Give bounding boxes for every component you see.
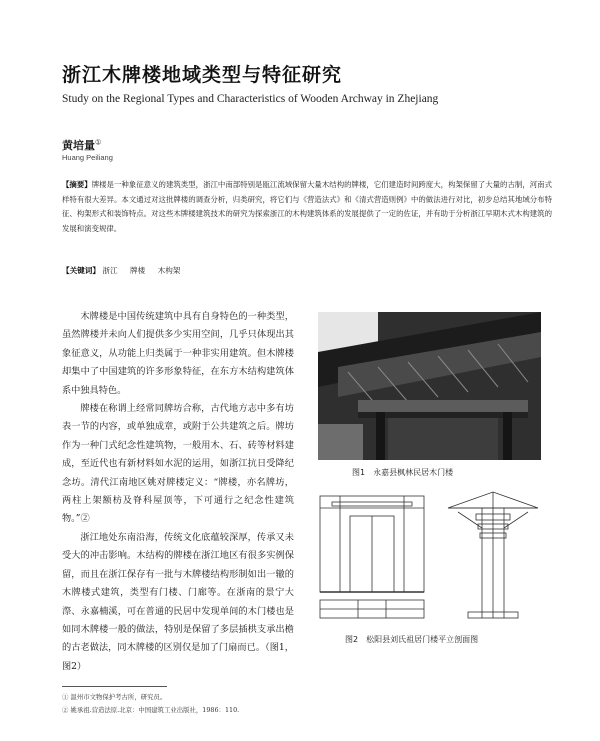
page-title: 浙江木牌楼地域类型与特征研究	[62, 64, 343, 86]
figure-2-caption: 图2 松阳县刘氏祖居门楼平立剖面图	[345, 635, 479, 644]
keyword-item: 浙江	[102, 266, 118, 275]
abstract	[62, 178, 552, 236]
figure-1-photo	[318, 312, 541, 460]
footnote-1: ① 温州市文物保护考古所，研究员。	[62, 693, 167, 701]
gate-photo-illustration	[318, 312, 541, 460]
author-footnote-mark: ①	[95, 138, 102, 147]
keyword-item: 牌楼	[130, 266, 146, 275]
footnote-divider	[62, 686, 167, 687]
author-name	[62, 137, 101, 153]
keywords-label: 【关键词】	[62, 266, 100, 275]
gate-elevation-drawing	[318, 488, 541, 622]
abstract-text: 牌楼是一种象征意义的建筑类型，浙江中南部特别是瓯江流域保留大量木结构的牌楼，它们建造时间跨度大，构架保留了大量的古制，河南式样特有很大差异。本文通过对这批牌楼的调查分析，归类研究，将它们与《营造法式》和《清式营造则例》中的做法进行对比，初步总结其地域分布特征、构架形式和装饰特点。对这些木牌楼建筑技术的研究为探索浙江的木构建筑体系的发展提供了一定的佐证，并有助于分析浙江早期木式木构建筑的发展和演变规律。	[62, 180, 552, 233]
author-name-zh: 黄培量	[62, 139, 95, 152]
footnotes	[62, 692, 362, 718]
keyword-list	[102, 266, 190, 275]
keywords	[62, 265, 552, 276]
body-paragraph-2: 牌楼在称谓上经常同牌坊合称，古代地方志中多有坊表一节的内容，或单独成章，或附于公共建筑之后。牌坊作为一种门式纪念性建筑物，一般用木、石、砖等材料建成，至近代也有新材料如水泥的运用，如浙江抗日受降纪念坊。清代江南地区姚对牌楼定义：“牌楼，亦名牌坊，两柱上架额枋及脊科屋顶等，下可通行之纪念性建筑物。”②	[62, 403, 294, 525]
body-text	[62, 308, 294, 676]
abstract-label: 【摘要】	[62, 180, 92, 189]
body-paragraph-1: 木牌楼是中国传统建筑中具有自身特色的一种类型，虽然牌楼并未向人们提供多少实用空间，几乎只体现出其象征意义，从功能上归类属于一种非实用建筑。但木牌楼却集中了中国建筑的许多形象特征，在东方木结构建筑体系中独具特色。	[62, 311, 294, 396]
author-name-en: Huang Peiliang	[62, 153, 113, 162]
figure-1-caption: 图1 永嘉县枫林民居木门楼	[352, 468, 454, 477]
body-paragraph-3: 浙江地处东南沿海，传统文化底蕴较深厚，传承又未受大的冲击影响。木结构的牌楼在浙江地区有很多实例保留，而且在浙江保存有一批与木牌楼结构形制如出一辙的木牌楼式建筑，类型有门楼、门廊等。在浙南的景宁大漈、永嘉楠溪，可在普通的民居中发现单间的木门楼也是如同木牌楼一般的做法，特别是保留了多层插栱支承出檐的古老做法，同木牌楼的区别仅是加了门扇而已。（图1，图2）	[62, 531, 294, 672]
keyword-item: 木构架	[157, 266, 181, 275]
figure-2-drawing	[318, 488, 541, 622]
footnote-2: ② 姚承祖.营造法原.北京：中国建筑工业出版社，1986：110.	[62, 706, 240, 714]
english-title: Study on the Regional Types and Characteristics of Wooden Archway in Zhejiang	[62, 93, 439, 105]
